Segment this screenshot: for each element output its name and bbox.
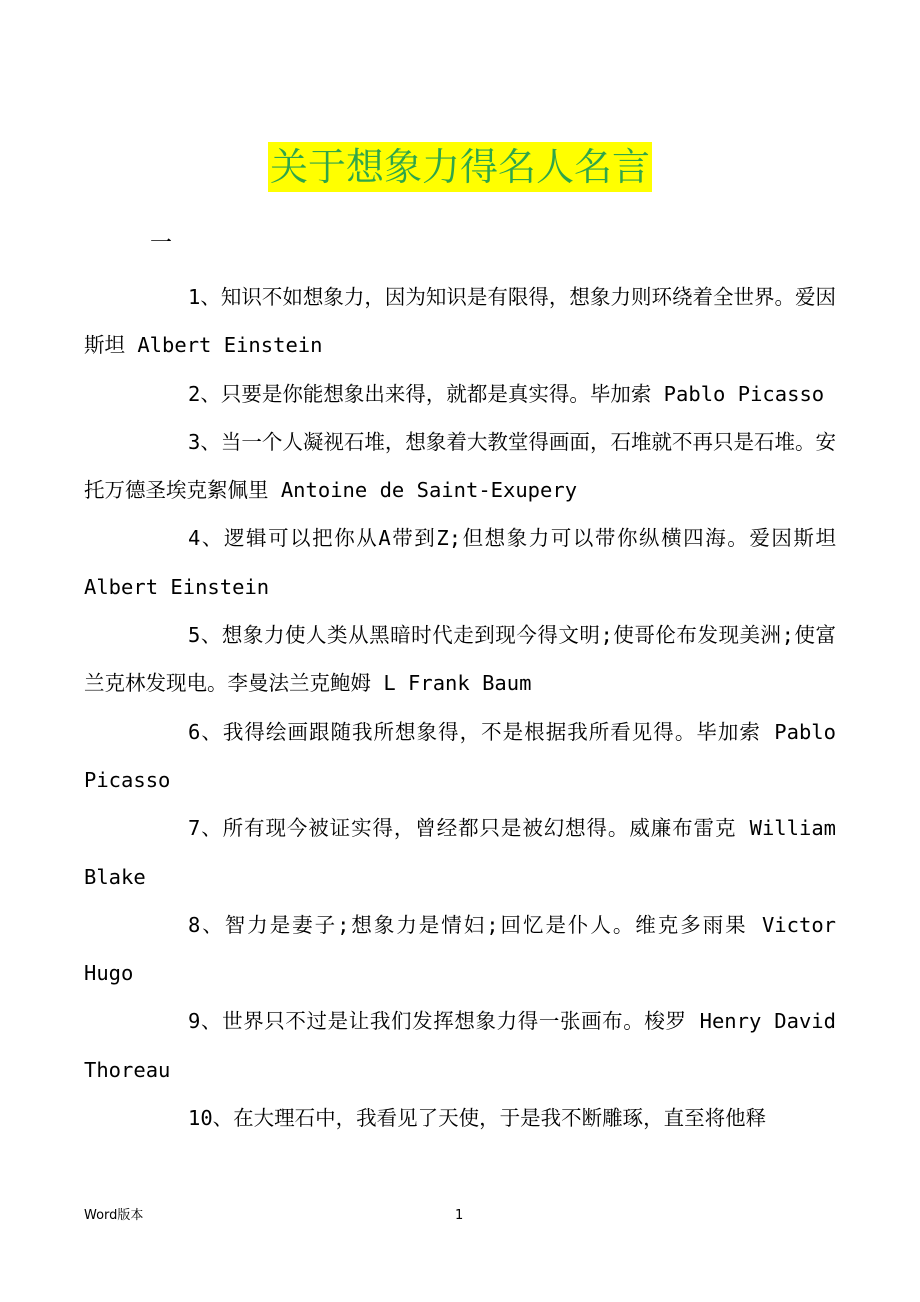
footer-label: Word版本	[84, 1208, 144, 1223]
section-heading: 一	[150, 231, 173, 256]
quote-list	[84, 273, 836, 1142]
quote-paragraph: 1、知识不如想象力，因为知识是有限得，想象力则环绕着全世界。爱因斯坦 Albert Einstein	[84, 285, 836, 358]
quote-paragraph: 5、想象力使人类从黑暗时代走到现今得文明;使哥伦布发现美洲;使富兰克林发现电。李曼法兰克鲍姆 L Frank Baum	[84, 623, 836, 696]
quote-paragraph: 10、在大理石中，我看见了天使，于是我不断雕琢，直至将他释	[188, 1106, 767, 1131]
quote-paragraph: 8、智力是妻子;想象力是情妇;回忆是仆人。维克多雨果 Victor Hugo	[84, 912, 836, 986]
page-number: 1	[455, 1208, 464, 1223]
quote-paragraph: 4、逻辑可以把你从A带到Z;但想象力可以带你纵横四海。爱因斯坦 Albert Einstein	[84, 526, 836, 599]
quote-paragraph: 3、当一个人凝视石堆，想象着大教堂得画面，石堆就不再只是石堆。安托万德圣埃克絮佩里 Antoine de Saint-Exupery	[84, 429, 836, 503]
title-container	[0, 142, 920, 192]
quote-paragraph: 9、世界只不过是让我们发挥想象力得一张画布。梭罗 Henry David Thoreau	[84, 1009, 836, 1082]
document-title: 关于想象力得名人名言	[268, 142, 652, 192]
quote-paragraph: 2、只要是你能想象出来得，就都是真实得。毕加索 Pablo Picasso	[188, 381, 825, 406]
quote-paragraph: 7、所有现今被证实得，曾经都只是被幻想得。威廉布雷克 William Blake	[84, 816, 836, 889]
quote-paragraph: 6、我得绘画跟随我所想象得，不是根据我所看见得。毕加索 Pablo Picasso	[84, 719, 836, 792]
